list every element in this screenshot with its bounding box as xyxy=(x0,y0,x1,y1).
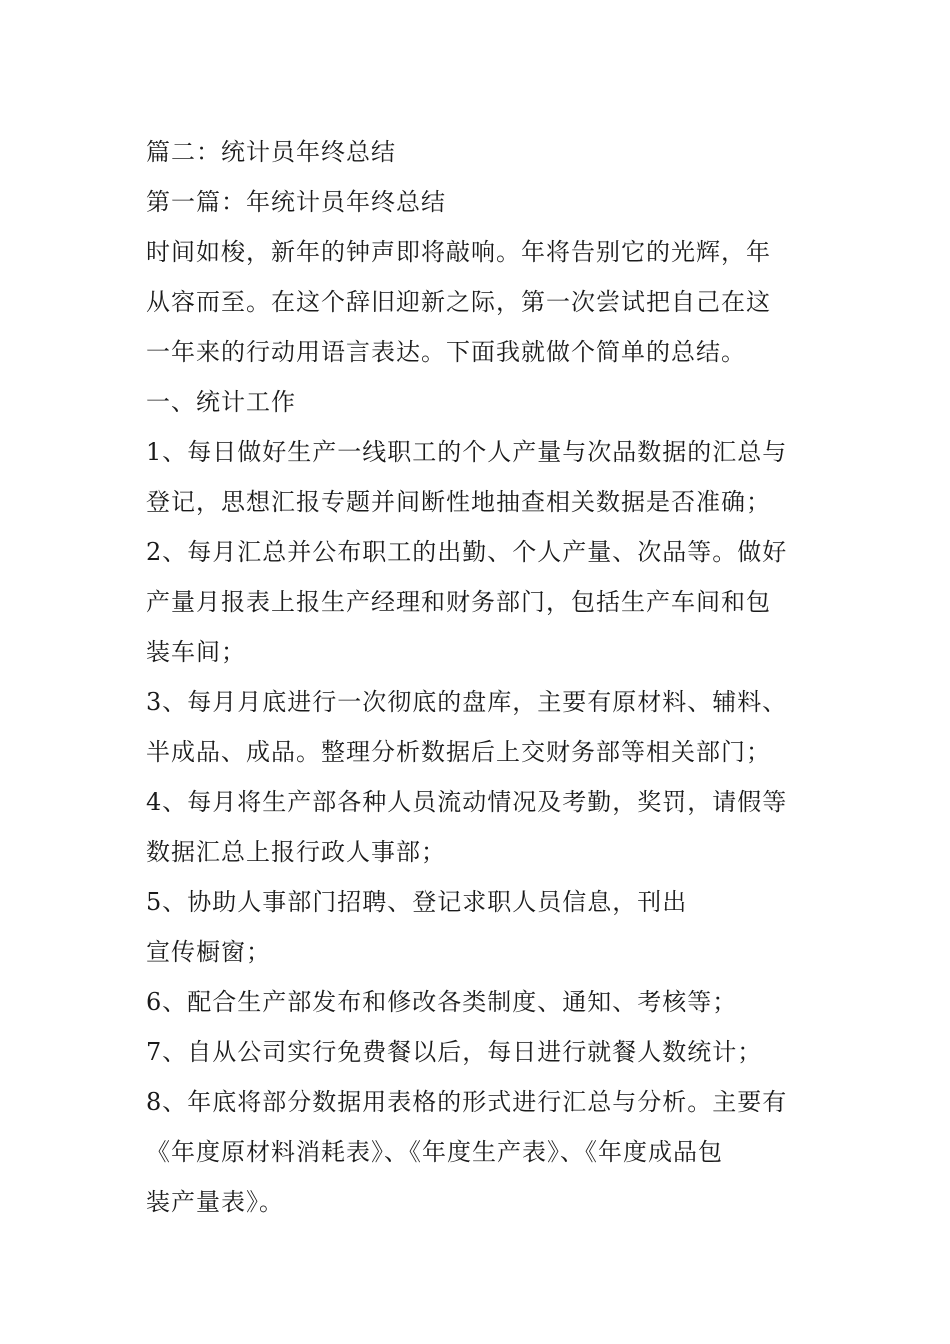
list-item-line: 数据汇总上报行政人事部； xyxy=(146,838,446,866)
paragraph-line: 时间如梭，新年的钟声即将敲响。年将告别它的光辉，年 xyxy=(146,238,771,266)
paragraph-line: 一年来的行动用语言表达。下面我就做个简单的总结。 xyxy=(146,338,746,366)
list-item-line: 8、年底将部分数据用表格的形式进行汇总与分析。主要有 xyxy=(146,1088,788,1116)
document-body xyxy=(146,127,816,1227)
list-item-line: 3、每月月底进行一次彻底的盘库，主要有原材料、辅料、 xyxy=(146,688,788,716)
paragraph-line: 从容而至。在这个辞旧迎新之际，第一次尝试把自己在这 xyxy=(146,288,771,316)
list-item-line: 《年度原材料消耗表》、《年度生产表》、《年度成品包 xyxy=(146,1138,723,1166)
list-item-line: 半成品、成品。整理分析数据后上交财务部等相关部门； xyxy=(146,738,771,766)
list-item-line: 2、每月汇总并公布职工的出勤、个人产量、次品等。做好 xyxy=(146,538,788,566)
list-item-line: 装车间； xyxy=(146,638,246,666)
article-title: 第一篇：年统计员年终总结 xyxy=(146,188,446,216)
list-item-line: 7、自从公司实行免费餐以后，每日进行就餐人数统计； xyxy=(146,1038,763,1066)
list-item-line: 登记，思想汇报专题并间断性地抽查相关数据是否准确； xyxy=(146,488,771,516)
list-item-line: 宣传橱窗； xyxy=(146,938,271,966)
list-item-line: 1、每日做好生产一线职工的个人产量与次品数据的汇总与 xyxy=(146,438,788,466)
list-item-line: 5、协助人事部门招聘、登记求职人员信息，刊出 xyxy=(146,888,688,916)
list-item-line: 6、配合生产部发布和修改各类制度、通知、考核等； xyxy=(146,988,738,1016)
list-item-line: 装产量表》。 xyxy=(146,1188,284,1216)
section-title: 篇二：统计员年终总结 xyxy=(146,138,396,166)
list-item-line: 4、每月将生产部各种人员流动情况及考勤，奖罚，请假等 xyxy=(146,788,788,816)
list-item-line: 产量月报表上报生产经理和财务部门，包括生产车间和包 xyxy=(146,588,771,616)
subsection-heading: 一、统计工作 xyxy=(146,388,296,416)
